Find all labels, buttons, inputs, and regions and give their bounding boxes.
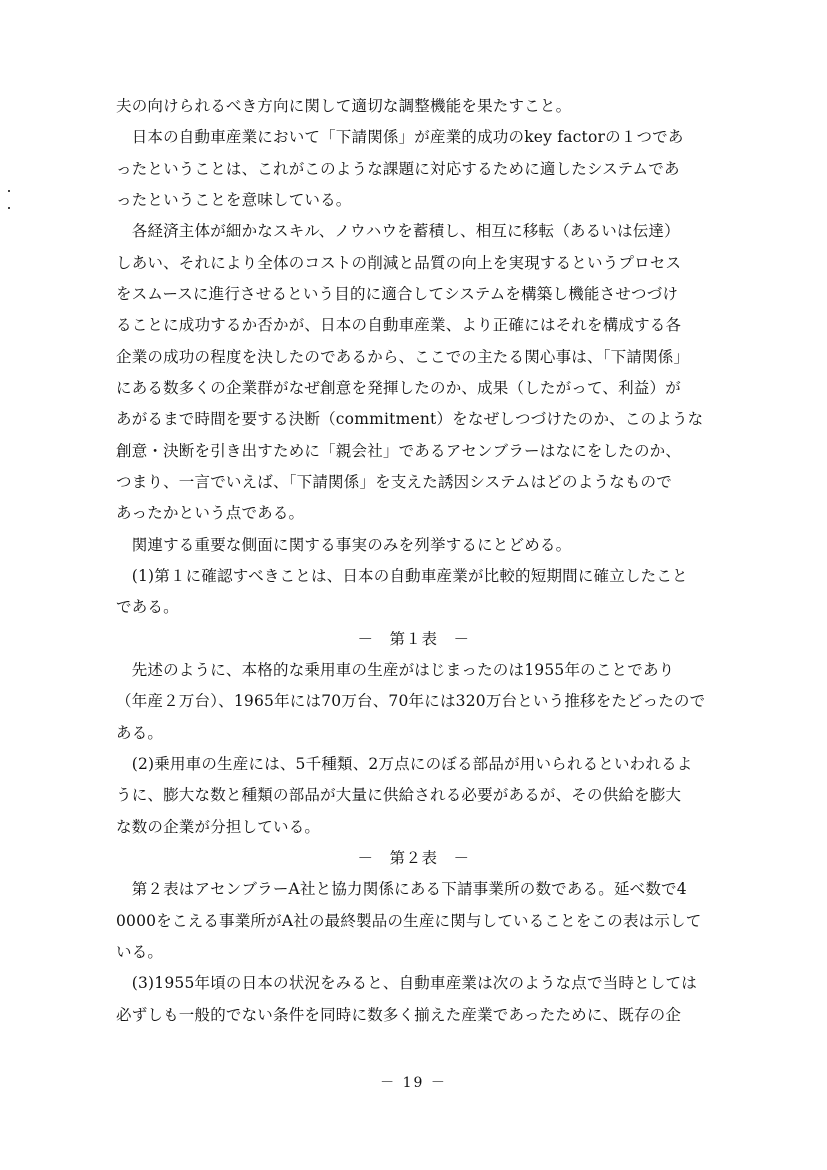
text-line: 各経済主体が細かなスキル、ノウハウを蓄積し、相互に移転（あるいは伝達） bbox=[116, 222, 680, 240]
text-line: あがるまで時間を要する決断（commitment）をなぜしつづけたのか、このような bbox=[116, 410, 704, 428]
text-line: (3)1955年頃の日本の状況をみると、自動車産業は次のような点で当時としては bbox=[116, 974, 697, 992]
text-line: ある。 bbox=[116, 724, 164, 742]
text-line: うに、膨大な数と種類の部品が大量に供給される必要があるが、その供給を膨大 bbox=[116, 786, 682, 804]
text-line: つまり、一言でいえば、「下請関係」を支えた誘因システムはどのようなもので bbox=[116, 473, 672, 491]
text-line: である。 bbox=[116, 598, 179, 616]
text-line: 創意・決断を引き出すために「親会社」であるアセンブラーはなにをしたのか、 bbox=[116, 442, 682, 460]
text-line: 企業の成功の程度を決したのであるから、ここでの主たる関心事は、「下請関係」 bbox=[116, 348, 690, 366]
text-line: ることに成功するか否かが、日本の自動車産業、より正確にはそれを構成する各 bbox=[116, 316, 682, 334]
text-line: 必ずしも一般的でない条件を同時に数多く揃えた産業であったために、既存の企 bbox=[116, 1006, 682, 1024]
text-line: 関連する重要な側面に関する事実のみを列挙するにとどめる。 bbox=[116, 536, 572, 554]
text-line: (1)第１に確認すべきことは、日本の自動車産業が比較的短期間に確立したこと bbox=[116, 567, 688, 585]
text-line: (2)乗用車の生産には、5千種類、2万点にのぼる部品が用いられるといわれるよ bbox=[116, 755, 693, 773]
text-line: （年産２万台）、1965年には70万台、70年には320万台という推移をたどったので bbox=[116, 692, 706, 710]
text-line: いる。 bbox=[116, 943, 164, 961]
text-line: な数の企業が分担している。 bbox=[116, 818, 321, 836]
text-line: 夫の向けられるべき方向に関して適切な調整機能を果たすこと。 bbox=[116, 97, 572, 115]
text-line: にある数多くの企業群がなぜ創意を発揮したのか、成果（したがって、利益）が bbox=[116, 379, 681, 397]
text-line: 日本の自動車産業において「下請関係」が産業的成功のkey factorの１つであ bbox=[116, 128, 684, 146]
table-2-reference: － 第２表 － bbox=[357, 849, 470, 867]
table-1-reference: － 第１表 － bbox=[357, 630, 470, 648]
text-line: あったかという点である。 bbox=[116, 504, 305, 522]
text-line: ったということを意味している。 bbox=[116, 191, 352, 209]
text-line: 第２表はアセンブラーA社と協力関係にある下請事業所の数である。延べ数で4 bbox=[116, 880, 687, 898]
text-line: しあい、それにより全体のコストの削減と品質の向上を実現するというプロセス bbox=[116, 254, 682, 272]
text-line: 先述のように、本格的な乗用車の生産がはじまったのは1955年のことであり bbox=[116, 661, 675, 679]
text-line: をスムースに進行させるという目的に適合してシステムを構築し機能させつづけ bbox=[116, 285, 679, 303]
text-line: ったということは、これがこのような課題に対応するために適したシステムであ bbox=[116, 160, 680, 178]
page-number: － 19 － bbox=[380, 1075, 447, 1091]
text-line: 0000をこえる事業所がA社の最終製品の生産に関与していることをこの表は示して bbox=[116, 912, 702, 930]
